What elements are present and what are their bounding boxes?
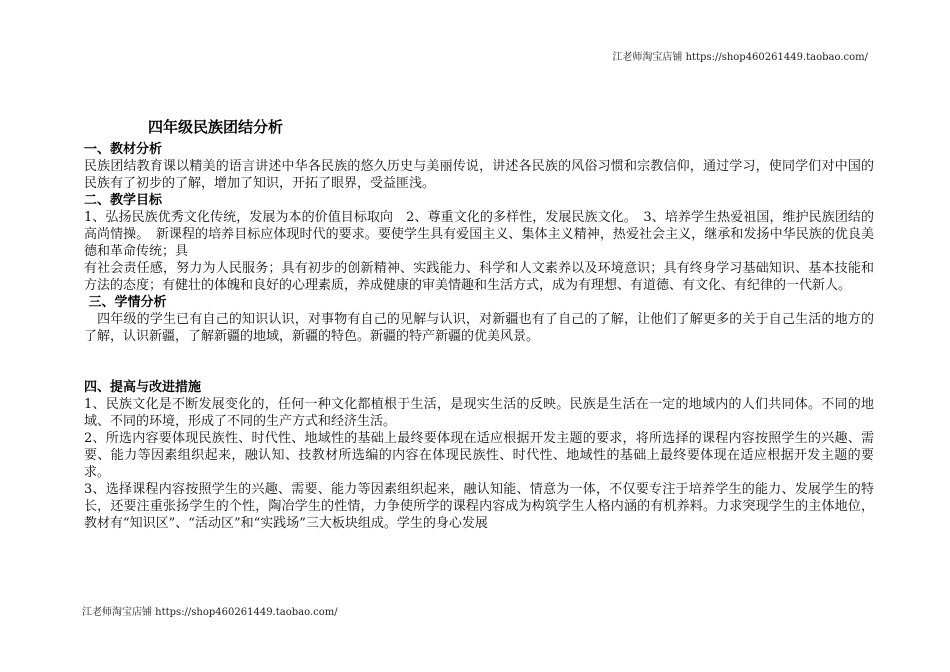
paragraph-measures-2: 2、所选内容要体现民族性、时代性、地域性的基础上最终要体现在适应根据开发主题的要求，将所选择的课程内容按照学生的兴趣、需要、能力等因素组织起来，融认知、技教材所选编的内容在体现民族性、时代性、地域性的基础上最终要体现在适应根据开发主题的要求。 (84, 431, 874, 480)
document-title: 四年级民族团结分析 (148, 118, 284, 136)
section-heading-measures: 四、提高与改进措施 (84, 380, 202, 395)
paragraph-students: 四年级的学生已有自己的知识认识，对事物有自己的见解与认识，对新疆也有了自己的了解，让他们了解更多的关于自己生活的地方的了解，认识新疆，了解新疆的地域，新疆的特色。新疆的特产新疆的优美风景。 (84, 312, 874, 344)
section-heading-students: 三、学情分析 (84, 295, 167, 310)
header-note: 江老师淘宝店铺 https://shop460261449.taobao.com/ (612, 52, 868, 63)
footer-note: 江老师淘宝店铺 https://shop460261449.taobao.com/ (82, 607, 338, 618)
paragraph-materials: 民族团结教育课以精美的语言讲述中华各民族的悠久历史与美丽传说，讲述各民族的风俗习惯和宗教信仰，通过学习，使同学们对中国的民族有了初步的了解，增加了知识，开拓了眼界，受益匪浅。 (84, 159, 874, 191)
paragraph-goals-1: 1、弘扬民族优秀文化传统，发展为本的价值目标取向 2、尊重文化的多样性，发展民族文化。 3、培养学生热爱祖国，维护民族团结的高尚情操。 新课程的培养目标应体现时代的要求。要使学生具有爱国主义、集体主义精神，热爱社会主义，继承和发扬中华民族的优良美德和革命传统；具 (84, 210, 874, 259)
paragraph-measures-3: 3、选择课程内容按照学生的兴趣、需要、能力等因素组织起来，融认知能、情意为一体，不仅要专注于培养学生的能力、发展学生的特长，还要注重张扬学生的个性，陶冶学生的性情，力争使所学的课程内容成为构筑学生人格内涵的有机养料。力求突现学生的主体地位，教材有“知识区”、“活动区”和“实践场”三大板块组成。学生的身心发展 (84, 482, 874, 531)
section-heading-goals: 二、教学目标 (84, 193, 163, 208)
document-body (84, 141, 874, 532)
paragraph-goals-2: 有社会责任感，努力为人民服务；具有初步的创新精神、实践能力、科学和人文素养以及环境意识；具有终身学习基础知识、基本技能和方法的态度；有健壮的体魄和良好的心理素质，养成健康的审美情趣和生活方式，成为有理想、有道德、有文化、有纪律的一代新人。 (84, 261, 874, 293)
section-spacer (84, 345, 874, 379)
section-heading-materials: 一、教材分析 (84, 142, 163, 157)
paragraph-measures-1: 1、民族文化是不断发展变化的，任何一种文化都植根于生活，是现实生活的反映。民族是生活在一定的地域内的人们共同体。不同的地域、不同的环境，形成了不同的生产方式和经济生活。 (84, 397, 874, 429)
